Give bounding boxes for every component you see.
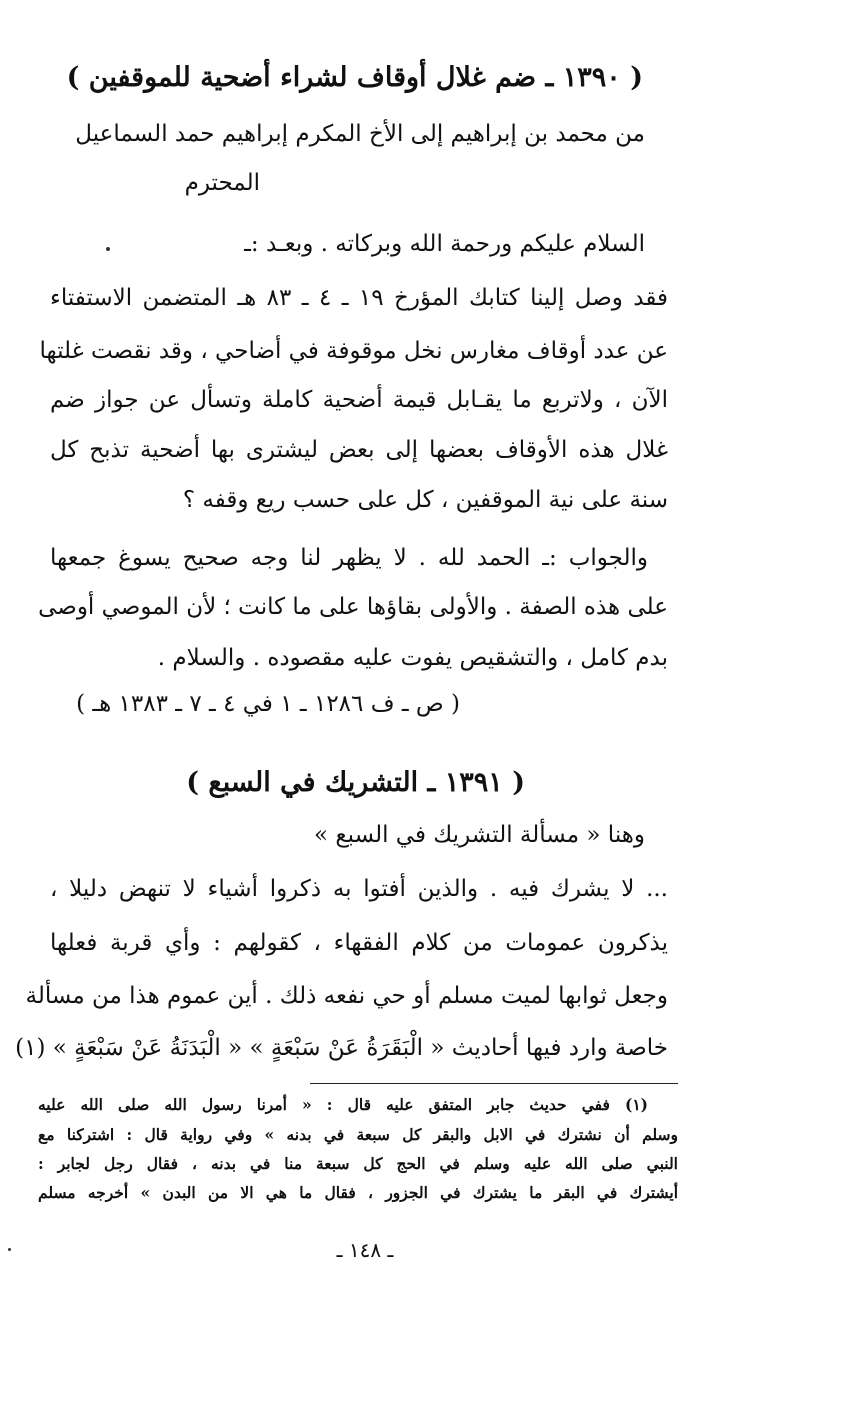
footnote-line: وسلم أن نشترك في الابل والبقر كل سبعة في بدنه » وفي رواية قال : اشتركنا مع (38, 1125, 678, 1144)
question-line: فقد وصل إلينا كتابك المؤرخ ١٩ ـ ٤ ـ ٨٣ هـ المتضمن الاستفتاء (50, 285, 668, 311)
scan-speck (8, 1248, 11, 1251)
body-line: يذكرون عمومات من كلام الفقهاء ، كقولهم : وأي قربة فعلها (50, 930, 668, 956)
answer-line: والجواب :ـ الحمد لله . لا يظهر لنا وجه صحيح يسوغ جمعها (50, 545, 648, 571)
section-heading-1391: ( ١٣٩١ ـ التشريك في السبع ) (186, 767, 525, 798)
page-number: ـ ١٤٨ ـ (336, 1238, 394, 1262)
question-line: الآن ، ولاتربع ما يقـابل قيمة أضحية كاملة وتسأل عن جواز ضم (50, 387, 668, 413)
body-line: خاصة وارد فيها أحاديث « الْبَقَرَةُ عَنْ سَبْعَةٍ » « الْبَدَنَةُ عَنْ سَبْعَةٍ » (١) (15, 1035, 668, 1061)
body-line: وجعل ثوابها لميت مسلم أو حي نفعه ذلك . أين عموم هذا من مسألة (25, 983, 668, 1009)
address-line: من محمد بن إبراهيم إلى الأخ المكرم إبراهيم حمد السماعيل (75, 121, 645, 147)
scan-speck (106, 247, 110, 251)
section-heading-1390: ( ١٣٩٠ ـ ضم غلال أوقاف لشراء أضحية للموقفين ) (66, 62, 643, 93)
answer-line: بدم كامل ، والتشقيص يفوت عليه مقصوده . والسلام . (157, 645, 668, 671)
body-line: ... لا يشرك فيه . والذين أفتوا به ذكروا أشياء لا تنهض دليلا ، (50, 876, 668, 902)
answer-line: على هذه الصفة . والأولى بقاؤها على ما كانت ؛ لأن الموصي أوصى (38, 594, 668, 620)
footnote-line: أيشترك في البقر ما يشترك في الجزور ، فقال ما هي الا من البدن » أخرجه مسلم (38, 1183, 678, 1202)
question-line: سنة على نية الموقفين ، كل على حسب ريع وقفه ؟ (182, 487, 668, 513)
question-line: غلال هذه الأوقاف بعضها إلى بعض ليشترى بها أضحية تذبح كل (50, 437, 668, 463)
intro-line: وهنا « مسألة التشريك في السبع » (314, 822, 645, 848)
footnote-line: النبي صلى الله عليه وسلم في الحج كل سبعة منا في بدنه ، فقال رجل لجابر : (38, 1154, 678, 1173)
footnote-divider (310, 1083, 678, 1084)
source-reference: ( ص ـ ف ١٢٨٦ ـ ١ في ٤ ـ ٧ ـ ١٣٨٣ هـ ) (76, 691, 460, 717)
greeting-line: السلام عليكم ورحمة الله وبركاته . وبعـد :ـ (244, 231, 645, 257)
footnote-line: (١) ففي حديث جابر المتفق عليه قال : « أمرنا رسول الله صلى الله عليه (38, 1095, 648, 1114)
question-line: عن عدد أوقاف مغارس نخل موقوفة في أضاحي ، وقد نقصت غلتها (39, 338, 668, 364)
address-line: المحترم (184, 170, 260, 196)
